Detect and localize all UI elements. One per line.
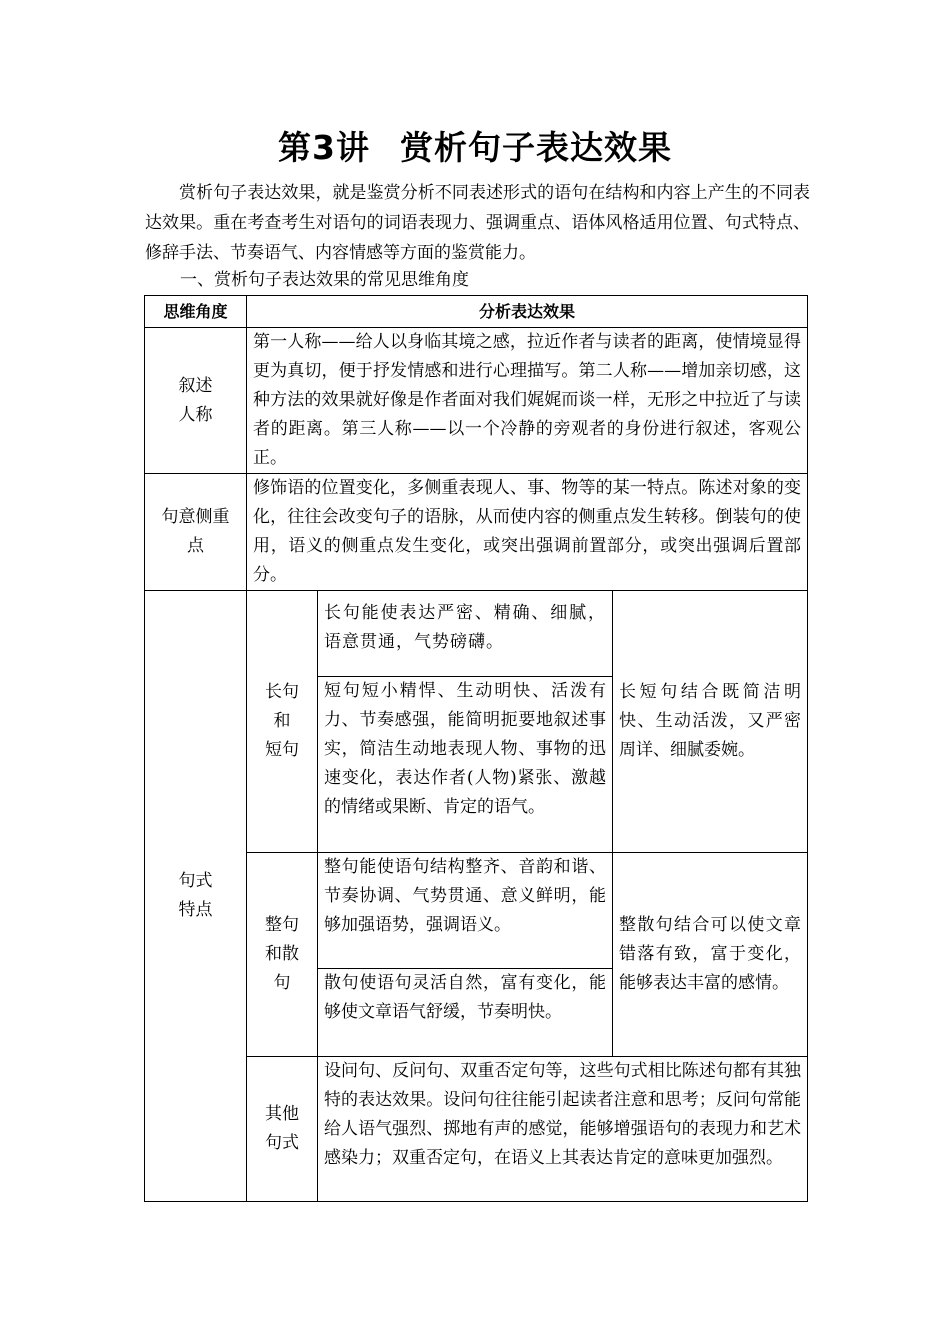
text-long-sentence: 长句能使表达严密、精确、细腻，语意贯通，气势磅礴。 — [318, 591, 613, 677]
sublabel-other: 其他 句式 — [247, 1057, 318, 1202]
table-row — [145, 328, 808, 474]
sublabel-long-short: 长句 和 短句 — [247, 591, 318, 853]
analysis-table — [144, 295, 808, 1202]
row-label-emphasis: 句意侧重点 — [145, 474, 247, 591]
text-neat-sentence: 整句能使语句结构整齐、音韵和谐、节奏协调、气势贯通、意义鲜明，能够加强语势，强调语义。 — [318, 853, 613, 969]
table-row — [145, 591, 808, 677]
section-heading: 一、赏析句子表达效果的常见思维角度 — [180, 270, 469, 290]
row-text-narrative: 第一人称——给人以身临其境之感，拉近作者与读者的距离，使情境显得更为真切，便于抒发情感和进行心理描写。第二人称——增加亲切感，这种方法的效果就好像是作者面对我们娓娓而谈一样，无形之中拉近了与读者的距离。第三人称——以一个冷静的旁观者的身份进行叙述，客观公正。 — [247, 328, 808, 474]
text-loose-sentence: 散句使语句灵活自然，富有变化，能够使文章语气舒缓，节奏明快。 — [318, 969, 613, 1057]
text-short-sentence: 短句短小精悍、生动明快、活泼有力、节奏感强，能简明扼要地叙述事实，简洁生动地表现人物、事物的迅速变化，表达作者(人物)紧张、激越的情绪或果断、肯定的语气。 — [318, 677, 613, 853]
row-label-narrative: 叙述 人称 — [145, 328, 247, 474]
header-effect: 分析表达效果 — [247, 296, 808, 328]
row-label-patterns: 句式 特点 — [145, 591, 247, 1202]
table-row — [145, 474, 808, 591]
table-header-row — [145, 296, 808, 328]
lecture-topic: 赏析句子表达效果 — [399, 128, 672, 167]
text-long-short-combined: 长短句结合既简洁明快、生动活泼，又严密周详、细腻委婉。 — [613, 591, 808, 853]
row-text-emphasis: 修饰语的位置变化，多侧重表现人、事、物等的某一特点。陈述对象的变化，往往会改变句子的语脉，从而使内容的侧重点发生转移。倒装句的使用，语义的侧重点发生变化，或突出强调前置部分，或突出强调后置部分。 — [247, 474, 808, 591]
text-other-sentence: 设问句、反问句、双重否定句等，这些句式相比陈述句都有其独特的表达效果。设问句往往能引起读者注意和思考；反问句常能给人语气强烈、掷地有声的感觉，能够增强语句的表现力和艺术感染力；双重否定句，在语义上其表达肯定的意味更加强烈。 — [318, 1057, 808, 1202]
header-angle: 思维角度 — [145, 296, 247, 328]
sublabel-neat-loose: 整句 和散 句 — [247, 853, 318, 1057]
text-neat-loose-combined: 整散句结合可以使文章错落有致，富于变化，能够表达丰富的感情。 — [613, 853, 808, 1057]
lecture-number: 第3讲 — [278, 128, 370, 167]
intro-paragraph: 赏析句子表达效果，就是鉴赏分析不同表述形式的语句在结构和内容上产生的不同表达效果。重在考查考生对语句的词语表现力、强调重点、语体风格适用位置、句式特点、修辞手法、节奏语气、内容情感等方面的鉴赏能力。 — [145, 183, 810, 263]
page-title — [0, 122, 950, 169]
